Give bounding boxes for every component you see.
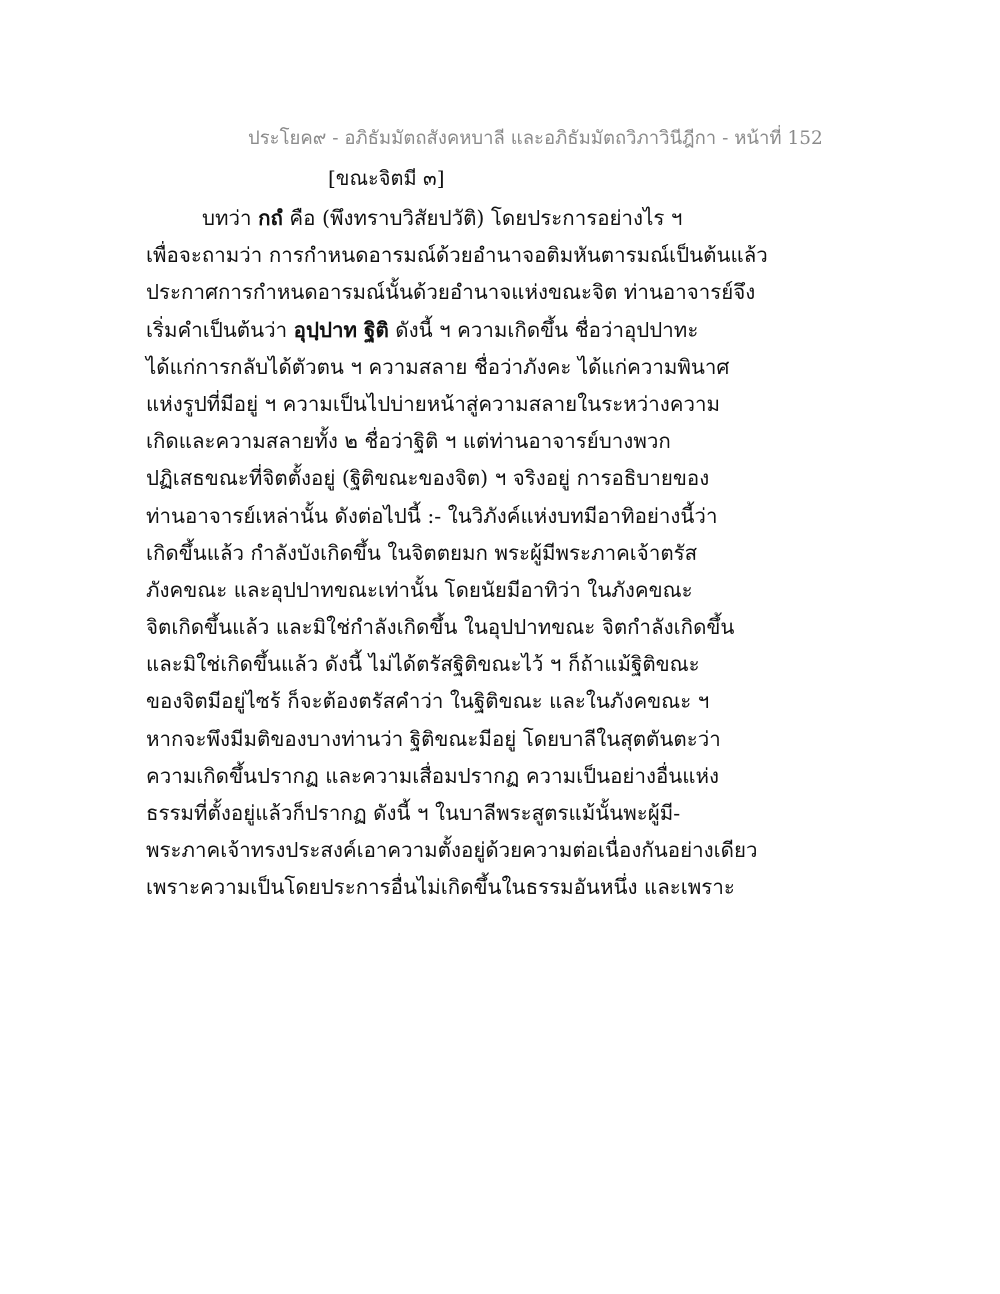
bold-term: อุปฺปาท ฐิติ: [293, 317, 389, 342]
text-line: [146, 386, 866, 423]
body-paragraph: [146, 200, 866, 907]
text-line: [146, 312, 866, 349]
text-run: จิตเกิดขึ้นแล้ว และมิใช่กำลังเกิดขึ้น ในอุปปาทขณะ จิตกำลังเกิดขึ้น: [146, 615, 735, 640]
text-run: เพื่อจะถามว่า การกำหนดอารมณ์ด้วยอำนาจอติมหันตารมณ์เป็นต้นแล้ว: [146, 243, 768, 268]
text-line: [146, 535, 866, 572]
text-run: ท่านอาจารย์เหล่านั้น ดังต่อไปนี้ :- ในวิภังค์แห่งบทมีอาทิอย่างนี้ว่า: [146, 503, 718, 528]
text-run: ปฏิเสธขณะที่จิตตั้งอยู่ (ฐิติขณะของจิต) ฯ จริงอยู่ การอธิบายของ: [146, 466, 710, 491]
text-run: แห่งรูปที่มีอยู่ ฯ ความเป็นไปบ่ายหน้าสู่ความสลายในระหว่างความ: [146, 391, 721, 416]
text-line: [146, 609, 866, 646]
text-line: [146, 460, 866, 497]
text-line: [146, 572, 866, 609]
running-header: ประโยค๙ - อภิธัมมัตถสังคหบาลี และอภิธัมมัตถวิภาวินีฎีกา - หน้าที่ 152: [248, 128, 823, 149]
text-run: หากจะพึงมีมติของบางท่านว่า ฐิติขณะมีอยู่ โดยบาลีในสุตตันตะว่า: [146, 726, 721, 751]
text-line: [146, 274, 866, 311]
text-run: ธรรมที่ตั้งอยู่แล้วก็ปรากฏ ดังนี้ ฯ ในบาลีพระสูตรแม้นั้นพะผู้มี-: [146, 801, 681, 825]
text-run: พระภาคเจ้าทรงประสงค์เอาความตั้งอยู่ด้วยความต่อเนื่องกันอย่างเดียว: [146, 838, 758, 863]
text-run: ประกาศการกำหนดอารมณ์นั้นด้วยอำนาจแห่งขณะจิต ท่านอาจารย์จึง: [146, 280, 756, 305]
text-line: [146, 200, 866, 237]
text-line: [146, 237, 866, 274]
text-run: ของจิตมีอยู่ไซร้ ก็จะต้องตรัสคำว่า ในฐิติขณะ และในภังคขณะ ฯ: [146, 689, 710, 714]
text-run: บทว่า: [202, 206, 259, 230]
text-line: [146, 832, 866, 869]
text-line: [146, 646, 866, 683]
text-run: เกิดและความสลายทั้ง ๒ ชื่อว่าฐิติ ฯ แต่ท่านอาจารย์บางพวก: [146, 429, 671, 454]
text-line: [146, 869, 866, 906]
text-run: เกิดขึ้นแล้ว กำลังบังเกิดขึ้น ในจิตตยมก พระผู้มีพระภาคเจ้าตรัส: [146, 540, 698, 565]
text-run: เริ่มคำเป็นต้นว่า: [146, 317, 294, 342]
text-line: [146, 758, 866, 795]
text-line: [146, 349, 866, 386]
text-run: และมิใช่เกิดขึ้นแล้ว ดังนี้ ไม่ได้ตรัสฐิติขณะไว้ ฯ ก็ถ้าแม้ฐิติขณะ: [146, 652, 700, 677]
text-line: [146, 721, 866, 758]
text-run: เพราะความเป็นโดยประการอื่นไม่เกิดขึ้นในธรรมอันหนึ่ง และเพราะ: [146, 875, 735, 900]
text-line: [146, 498, 866, 535]
text-line: [146, 683, 866, 720]
text-line: [146, 423, 866, 460]
text-line: [146, 795, 866, 832]
text-run: ภังคขณะ และอุปปาทขณะเท่านั้น โดยนัยมีอาทิว่า ในภังคขณะ: [146, 577, 693, 602]
text-run: ได้แก่การกลับได้ตัวตน ฯ ความสลาย ชื่อว่าภังคะ ได้แก่ความพินาศ: [146, 354, 730, 379]
text-run: คือ (พึงทราบวิสัยปวัติ) โดยประการอย่างไร ฯ: [282, 206, 683, 230]
section-heading: [ขณะจิตมี ๓]: [328, 166, 445, 190]
text-run: ดังนี้ ฯ ความเกิดขึ้น ชื่อว่าอุปปาทะ: [388, 317, 699, 342]
bold-term: กถํ: [258, 206, 283, 230]
text-run: ความเกิดขึ้นปรากฏ และความเสื่อมปรากฏ ความเป็นอย่างอื่นแห่ง: [146, 763, 720, 788]
